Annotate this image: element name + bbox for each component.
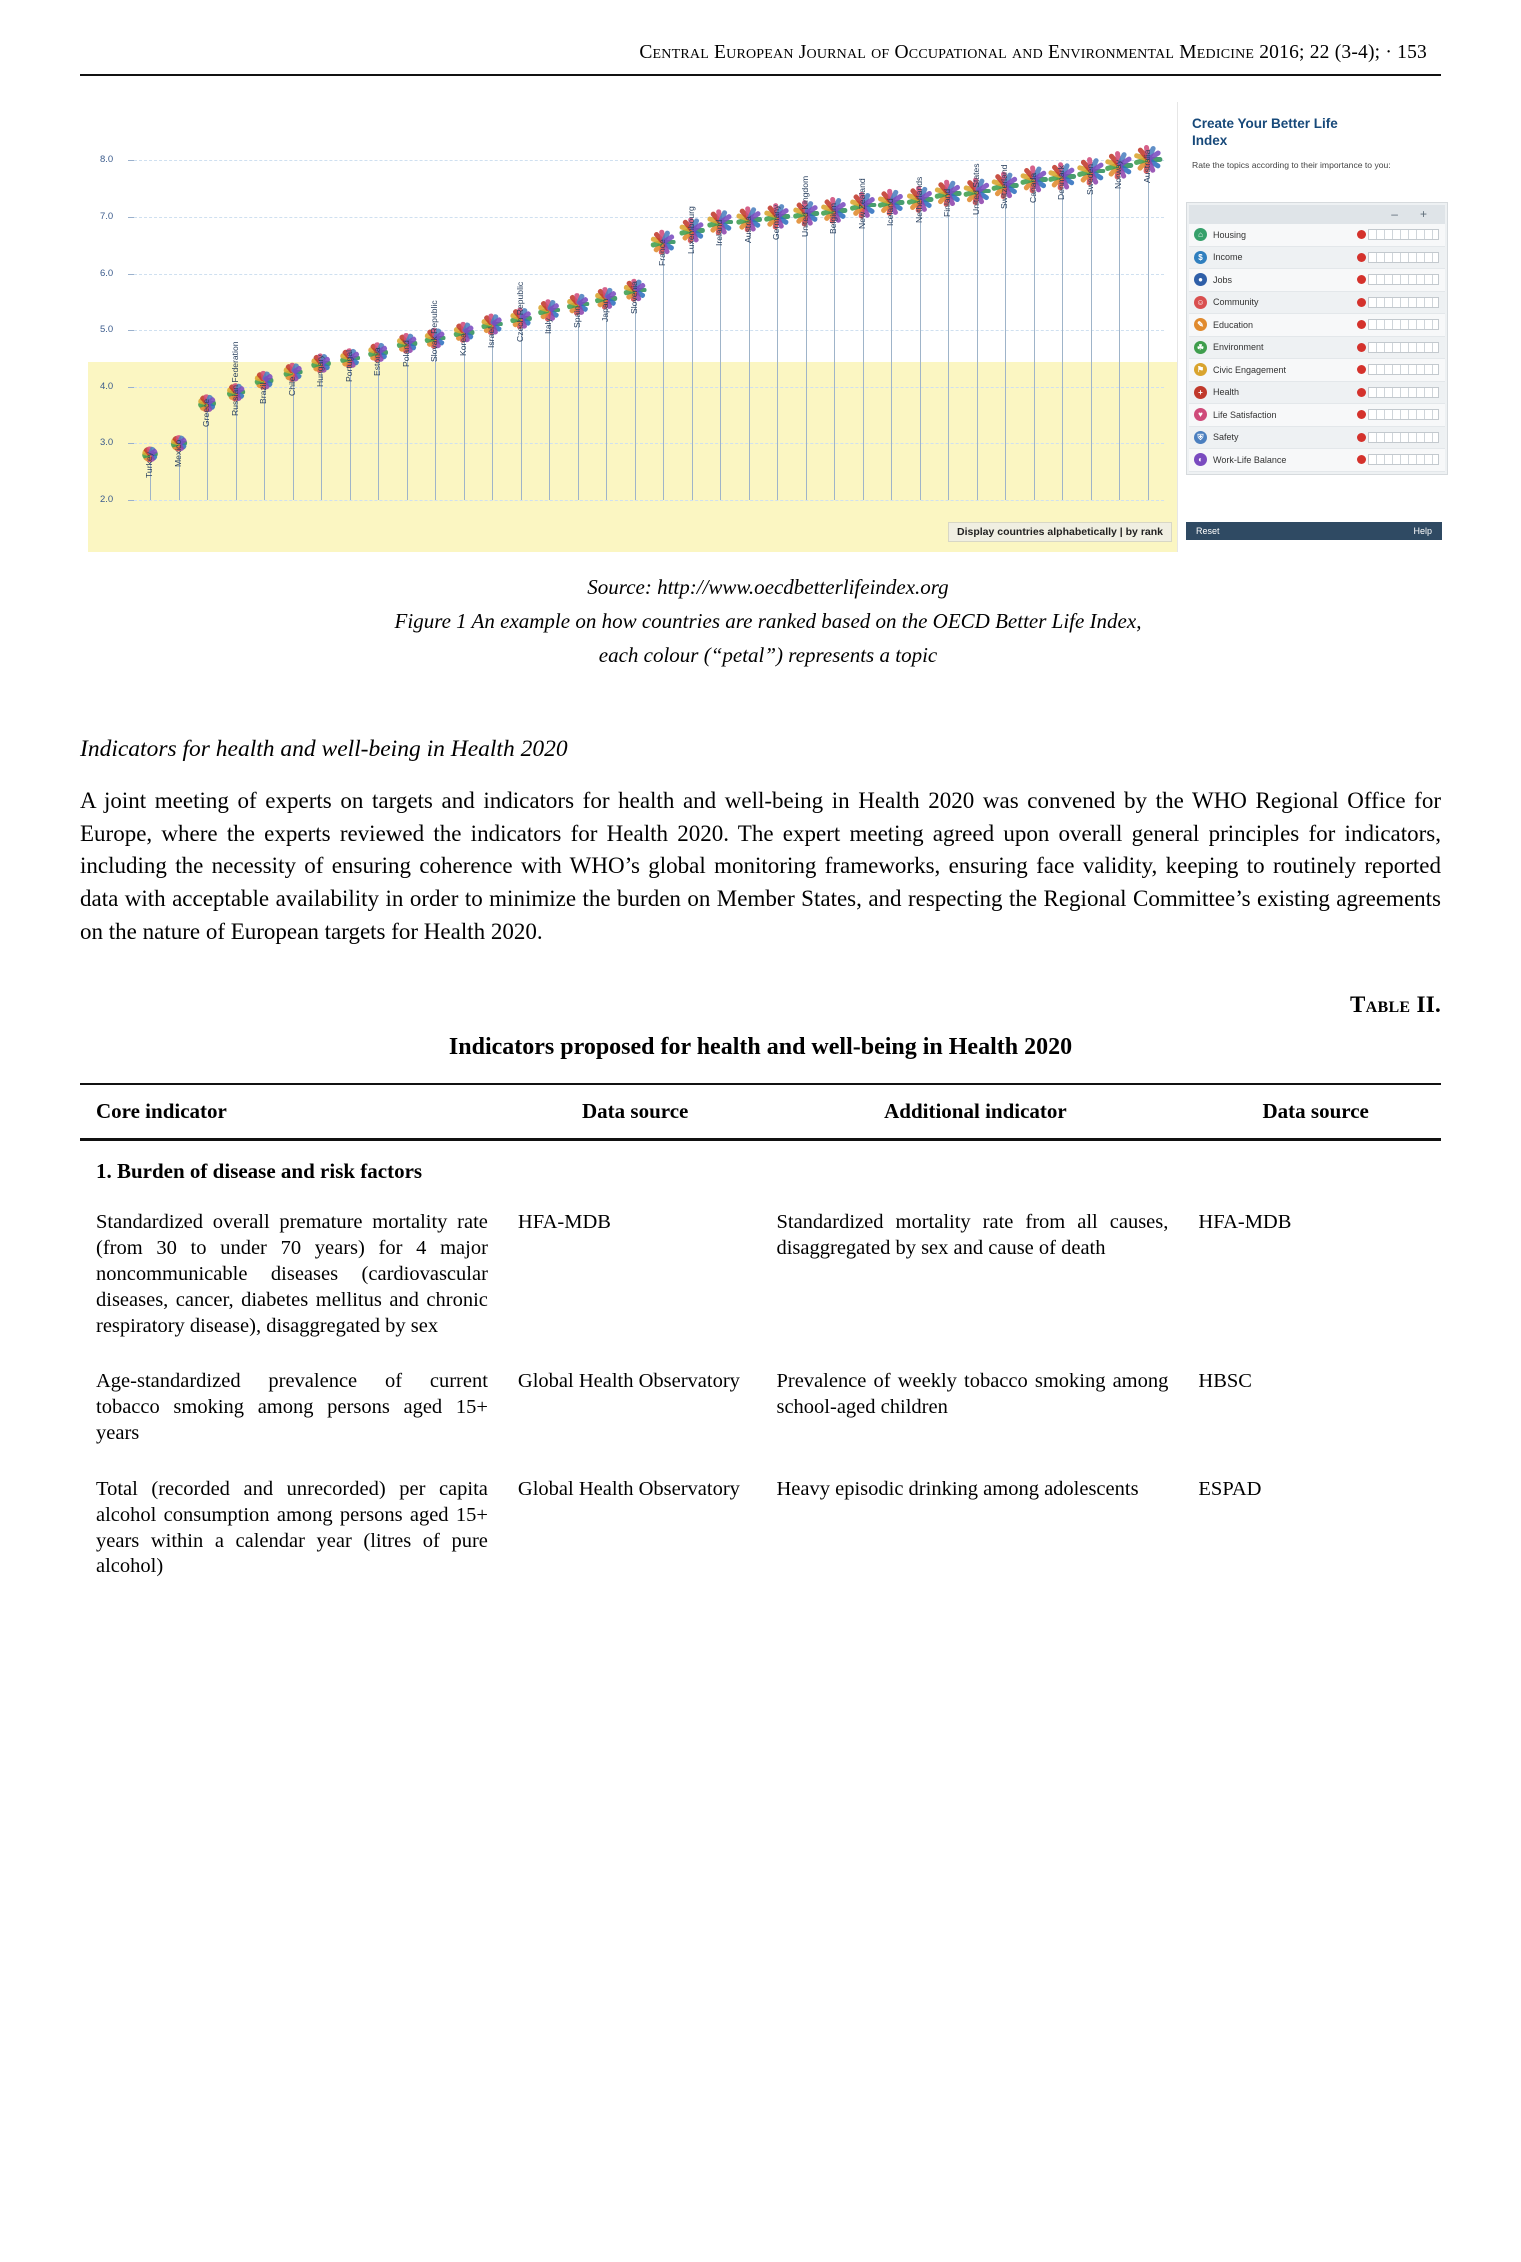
- y-axis-tick-label: 4.0: [100, 380, 114, 392]
- topic-icon: ⛨: [1194, 431, 1207, 444]
- country-label: Netherlands: [913, 176, 924, 224]
- country-label: United States: [970, 163, 981, 215]
- panel-footer: [1186, 522, 1442, 540]
- chart-stem: [891, 200, 892, 500]
- topic-icon: ●: [1194, 273, 1207, 286]
- core-data-source-cell: Global Health Observatory: [517, 1370, 740, 1393]
- topic-icon: $: [1194, 251, 1207, 264]
- header-data-source-2: Data source: [1262, 1099, 1369, 1124]
- country-label: Czech Republic: [514, 281, 525, 342]
- additional-data-source-cell: HFA-MDB: [1198, 1211, 1292, 1234]
- topic-row[interactable]: [1189, 337, 1445, 360]
- chart-stem: [578, 302, 579, 500]
- panel-title: Create Your Better Life Index: [1192, 116, 1338, 148]
- country-label: Slovak Republic: [429, 300, 440, 362]
- slider-track[interactable]: [1368, 409, 1439, 420]
- core-indicator-cell: Age-standardized prevalence of current tobacco smoking among persons aged 15+ years: [96, 1370, 488, 1445]
- slider-knob[interactable]: [1357, 365, 1366, 374]
- chart-stem: [1148, 157, 1149, 500]
- topic-label: Education: [1213, 319, 1254, 330]
- panel-subtitle: Rate the topics according to their importance to you:: [1192, 159, 1391, 170]
- chart-stem: [1091, 169, 1092, 500]
- chart-stem: [492, 322, 493, 500]
- help-button[interactable]: Help: [1413, 526, 1432, 536]
- topic-icon: ◐: [1194, 453, 1207, 466]
- topic-row[interactable]: [1189, 314, 1445, 337]
- header-additional-indicator: Additional indicator: [884, 1099, 1067, 1124]
- reset-button[interactable]: Reset: [1196, 526, 1220, 536]
- topic-label: Community: [1213, 297, 1259, 308]
- additional-indicator-cell: Standardized mortality rate from all causes, disaggregated by sex and cause of death: [776, 1211, 1169, 1260]
- increase-all-button[interactable]: +: [1419, 207, 1427, 221]
- running-head-text: Central European Journal of Occupational and Environmental Medicine 2016; 22 (3-4); · 153: [639, 42, 1427, 63]
- figure-image: [88, 102, 1448, 552]
- additional-indicator-cell: Heavy episodic drinking among adolescents: [776, 1477, 1139, 1500]
- topic-slider[interactable]: [1357, 342, 1439, 353]
- chart-stem: [920, 197, 921, 500]
- topic-row[interactable]: [1189, 359, 1445, 382]
- country-label: Switzerland: [999, 164, 1010, 209]
- country-label: Russian Federation: [229, 341, 240, 416]
- core-data-source-cell: HFA-MDB: [517, 1211, 611, 1234]
- better-life-index-panel: [1177, 102, 1448, 552]
- country-label: New Zealand: [856, 178, 867, 229]
- y-axis-tick-label: 8.0: [100, 154, 114, 166]
- slider-track[interactable]: [1368, 297, 1439, 308]
- chart-stem: [977, 189, 978, 500]
- chart-stem: [749, 217, 750, 500]
- country-label: Greece: [201, 398, 212, 427]
- table-row: [80, 1190, 1441, 1349]
- slider-knob[interactable]: [1357, 230, 1366, 239]
- topic-row[interactable]: [1189, 247, 1445, 270]
- country-label: Finland: [942, 189, 953, 218]
- country-label: Brazil: [258, 382, 269, 405]
- figure-caption: [88, 570, 1448, 672]
- slider-track[interactable]: [1368, 274, 1439, 285]
- country-label: Canada: [1027, 173, 1038, 204]
- chart-stem: [806, 211, 807, 500]
- topic-icon: ♥: [1194, 408, 1207, 421]
- chart-stem: [777, 214, 778, 500]
- slider-knob[interactable]: [1357, 433, 1366, 442]
- slider-track[interactable]: [1368, 364, 1439, 375]
- country-label: Iceland: [885, 198, 896, 226]
- figure-caption-line2: each colour (“petal”) represents a topic: [598, 643, 938, 668]
- chart-stem: [635, 288, 636, 500]
- figure-caption-line1: Figure 1 An example on how countries are ranked based on the OECD Better Life Index,: [394, 609, 1142, 634]
- chart-stem: [720, 220, 721, 500]
- gridline: [134, 500, 1164, 501]
- chart-stem: [1034, 177, 1035, 500]
- chart-stem: [1119, 163, 1120, 500]
- topic-row[interactable]: [1189, 404, 1445, 427]
- chart-stem: [1062, 174, 1063, 500]
- gridline: [134, 160, 1164, 161]
- country-label: Chile: [286, 376, 297, 396]
- table-title: Indicators proposed for health and well-being in Health 2020: [448, 1034, 1073, 1061]
- topic-label: Health: [1213, 387, 1240, 398]
- slider-knob[interactable]: [1357, 410, 1366, 419]
- y-axis-tick-label: 7.0: [100, 210, 114, 222]
- topic-label: Work-Life Balance: [1213, 454, 1287, 465]
- country-label: Belgium: [828, 203, 839, 235]
- additional-indicator-cell: Prevalence of weekly tobacco smoking among school-aged children: [776, 1370, 1169, 1419]
- country-label: Australia: [1142, 150, 1152, 184]
- slider-knob[interactable]: [1357, 298, 1366, 307]
- country-label: Austria: [742, 216, 753, 243]
- topic-list-header: [1189, 205, 1445, 224]
- topic-slider[interactable]: [1357, 319, 1439, 330]
- country-label: Norway: [1113, 159, 1124, 190]
- topic-row[interactable]: [1189, 382, 1445, 405]
- gridline: [134, 217, 1164, 218]
- slider-knob[interactable]: [1357, 343, 1366, 352]
- section-heading: Indicators for health and well-being in Health 2020: [80, 736, 568, 763]
- decrease-all-button[interactable]: –: [1391, 207, 1398, 221]
- core-indicator-cell: Total (recorded and unrecorded) per capita alcohol consumption among persons aged 15+ years within a calendar year (litres of pure alcohol): [96, 1477, 488, 1578]
- topic-icon: ☘: [1194, 341, 1207, 354]
- topic-label: Safety: [1213, 432, 1239, 443]
- topic-list: [1186, 202, 1448, 475]
- slider-track[interactable]: [1368, 229, 1439, 240]
- topic-icon: ✎: [1194, 318, 1207, 331]
- topic-label: Life Satisfaction: [1213, 409, 1277, 420]
- slider-knob[interactable]: [1357, 253, 1366, 262]
- topic-label: Housing: [1213, 229, 1247, 240]
- header-core-indicator: Core indicator: [96, 1099, 227, 1124]
- topic-row[interactable]: [1189, 269, 1445, 292]
- country-label: Poland: [400, 340, 411, 368]
- topic-row[interactable]: [1189, 292, 1445, 315]
- chart-area: [88, 102, 1178, 552]
- country-label: Luxembourg: [685, 206, 696, 255]
- topic-slider[interactable]: [1357, 454, 1439, 465]
- topic-slider[interactable]: [1357, 229, 1439, 240]
- country-label: Israel: [486, 326, 497, 348]
- table-group-label: 1. Burden of disease and risk factors: [96, 1159, 423, 1184]
- table-row: [80, 1457, 1441, 1590]
- country-label: Turkey: [144, 451, 154, 478]
- slider-track[interactable]: [1368, 342, 1439, 353]
- table-label: Table II.: [1349, 992, 1441, 1018]
- country-label: Denmark: [1056, 165, 1067, 201]
- topic-slider[interactable]: [1357, 364, 1439, 375]
- gridline: [134, 330, 1164, 331]
- additional-data-source-cell: ESPAD: [1198, 1477, 1262, 1500]
- country-label: Slovenia: [628, 280, 639, 314]
- slider-track[interactable]: [1368, 454, 1439, 465]
- country-label: Estonia: [372, 347, 383, 376]
- slider-track[interactable]: [1368, 387, 1439, 398]
- slider-track[interactable]: [1368, 252, 1439, 263]
- topic-slider[interactable]: [1357, 387, 1439, 398]
- slider-knob[interactable]: [1357, 275, 1366, 284]
- country-label: Japan: [600, 298, 611, 323]
- topic-slider[interactable]: [1357, 432, 1439, 443]
- y-axis-tick-label: 2.0: [100, 494, 114, 505]
- chart-stem: [948, 191, 949, 500]
- table-header-row: [80, 1085, 1441, 1138]
- topic-label: Environment: [1213, 342, 1264, 353]
- country-label: Mexico: [172, 439, 183, 467]
- slider-knob[interactable]: [1357, 455, 1366, 464]
- chart-stem: [692, 228, 693, 500]
- country-label: France: [657, 238, 668, 266]
- country-label: Portugal: [343, 349, 354, 382]
- topic-slider[interactable]: [1357, 409, 1439, 420]
- table-group-row: [80, 1140, 1441, 1190]
- country-label: Germany: [771, 204, 782, 241]
- header-data-source-1: Data source: [582, 1099, 689, 1124]
- header-rule: [80, 74, 1441, 76]
- gridline: [134, 443, 1164, 444]
- topic-icon: +: [1194, 386, 1207, 399]
- chart-stem: [1005, 183, 1006, 500]
- country-label: Sweden: [1084, 163, 1095, 195]
- chart-stem: [834, 208, 835, 500]
- chart-stem: [521, 316, 522, 500]
- chart-stem: [863, 203, 864, 500]
- topic-label: Civic Engagement: [1213, 364, 1287, 375]
- topic-label: Income: [1213, 252, 1243, 263]
- topic-slider[interactable]: [1357, 252, 1439, 263]
- chart-rank-toggle[interactable]: Display countries alphabetically | by rank: [948, 522, 1172, 542]
- country-label: Ireland: [714, 219, 725, 246]
- y-axis-tick-label: 3.0: [100, 437, 114, 449]
- slider-track[interactable]: [1368, 432, 1439, 443]
- core-data-source-cell: Global Health Observatory: [517, 1477, 740, 1500]
- chart-stem: [549, 308, 550, 500]
- y-axis-tick-label: 6.0: [100, 267, 114, 279]
- topic-slider[interactable]: [1357, 274, 1439, 285]
- additional-data-source-cell: HBSC: [1198, 1370, 1252, 1393]
- section-paragraph: A joint meeting of experts on targets and indicators for health and well-being in Health 2020 was convened by the WHO Regional Office for Europe, where the experts reviewed the indicators for Health 2020. The expert meeting agreed upon overall general principles for indicators, including the necessity of ensuring coherence with WHO’s global monitoring frameworks, ensuring face validity, keeping to routinely reported data with acceptable availability in order to minimize the burden on Member States, and respecting the Regional Committee’s existing agreements on the nature of European targets for Health 2020.: [80, 788, 1441, 944]
- country-label: Spain: [571, 305, 582, 328]
- chart-stem: [606, 296, 607, 500]
- country-label: Hungary: [315, 354, 326, 388]
- figure-source: Source: http://www.oecdbetterlifeindex.org: [587, 575, 949, 599]
- topic-row[interactable]: [1189, 449, 1445, 472]
- topic-icon: ⌂: [1194, 228, 1207, 241]
- chart-stem: [663, 240, 664, 500]
- topic-slider[interactable]: [1357, 297, 1439, 308]
- table-row: [80, 1349, 1441, 1456]
- indicators-table: [80, 1083, 1441, 1590]
- country-label: Korea: [457, 333, 468, 357]
- topic-label: Jobs: [1213, 274, 1233, 285]
- topic-row[interactable]: [1189, 427, 1445, 450]
- slider-knob[interactable]: [1357, 388, 1366, 397]
- topic-icon: ☺: [1194, 296, 1207, 309]
- figure-1: [88, 102, 1448, 672]
- country-label: United Kingdom: [799, 176, 810, 238]
- slider-track[interactable]: [1368, 319, 1439, 330]
- core-indicator-cell: Standardized overall premature mortality rate (from 30 to under 70 years) for 4 major noncommunicable diseases (cardiovascular diseases, cancer, diabetes mellitus and chronic respiratory disease), disaggregated by sex: [96, 1211, 488, 1337]
- slider-knob[interactable]: [1357, 320, 1366, 329]
- topic-row[interactable]: [1189, 224, 1445, 247]
- country-label: Italy: [543, 317, 554, 334]
- topic-icon: ⚑: [1194, 363, 1207, 376]
- running-head: [80, 42, 1441, 64]
- y-axis-tick-label: 5.0: [100, 324, 114, 336]
